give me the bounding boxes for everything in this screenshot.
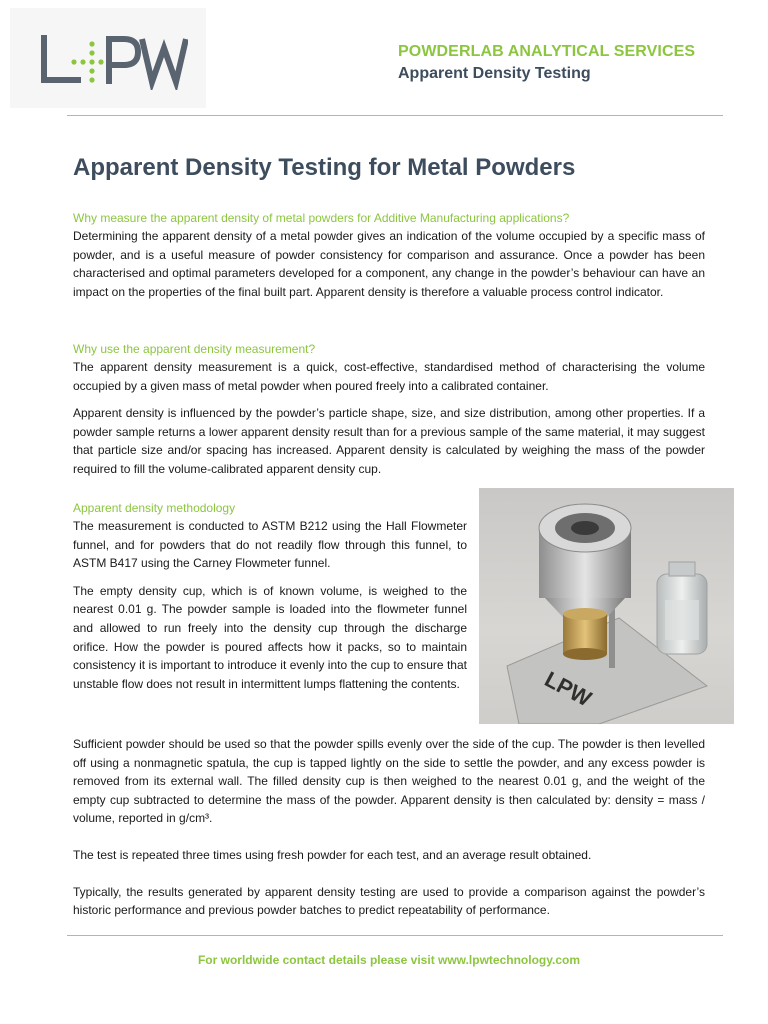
section-paragraph: The apparent density measurement is a quick, cost-effective, standardised method of characterising the volume occupied by a given mass of metal powder when poured freely into a calibrated container. [73, 360, 705, 393]
flowmeter-apparatus-icon [479, 488, 734, 724]
header-subtitle: Apparent Density Testing [398, 65, 591, 82]
page-title: Apparent Density Testing for Metal Powders [73, 154, 576, 181]
section-heading: Why measure the apparent density of metal powders for Additive Manufacturing applications? [73, 211, 570, 225]
section-heading: Why use the apparent density measurement? [73, 342, 316, 356]
header-divider [67, 115, 723, 116]
section-heading: Apparent density methodology [73, 501, 236, 515]
header [398, 43, 695, 83]
lpw-logo-icon [38, 34, 188, 90]
logo [10, 8, 206, 108]
section-procedure [73, 735, 705, 920]
section-paragraph: Typically, the results generated by apparent density testing are used to provide a comparison against the powder’s historic performance and previous powder batches to predict repeatability of performance. [73, 884, 705, 918]
header-title: POWDERLAB ANALYTICAL SERVICES [398, 43, 696, 60]
section-paragraph: The empty density cup, which is of known volume, is weighed to the nearest 0.01 g. The powder sample is loaded into the flowmeter funnel and allowed to run freely into the density cup through the discharge orifice. How the powder is poured affects how it packs, so to maintain consistency it is important to introduce it evenly into the cup to ensure that unstable flow does not result in intermittent lumps flattening the contents. [73, 583, 467, 691]
hall-flowmeter-photo [479, 488, 734, 724]
section-why-use [73, 340, 705, 479]
section-paragraph: Apparent density is influenced by the powder’s particle shape, size, and size distribution, among other properties. If a powder sample returns a lower apparent density result than for a previous sample of the same material, it may suggest that particle size and/or spacing has increased. Apparent density is calculated by weighing the mass of the powder required to fill the volume-calibrated apparent density cup. [73, 406, 705, 476]
section-paragraph: The measurement is conducted to ASTM B212 using the Hall Flowmeter funnel, and for powders that do not readily flow through this funnel, to ASTM B417 using the Carney Flowmeter funnel. [73, 519, 467, 571]
footer-contact-link[interactable]: For worldwide contact details please visit www.lpwtechnology.com [197, 953, 581, 967]
section-paragraph: Determining the apparent density of a metal powder gives an indication of the volume occupied by a specific mass of powder, and is a useful measure of powder consistency for comparison and assurance. Once a powder has been characterised and optimal parameters developed for a component, any change in the powder’s behaviour can have an impact on the properties of the final built part. Apparent density is therefore a valuable process control indicator. [73, 229, 705, 299]
footer-divider [67, 935, 723, 936]
section-paragraph: Sufficient powder should be used so that the powder spills evenly over the side of the cup. The powder is then levelled off using a nonmagnetic spatula, the cup is tapped lightly on the side to settle the powder, and any excess powder is removed from its external wall. The filled density cup is then weighed to the nearest 0.01 g, and the weight of the empty cup subtracted to determine the mass of the powder. Apparent density is then calculated by: density = mass / volume, reported in g/cm³. [73, 737, 705, 826]
section-why-measure [73, 209, 705, 301]
base-logo-text: LPW [540, 666, 596, 712]
section-methodology [73, 499, 467, 693]
section-paragraph: The test is repeated three times using fresh powder for each test, and an average result obtained. [73, 847, 592, 862]
